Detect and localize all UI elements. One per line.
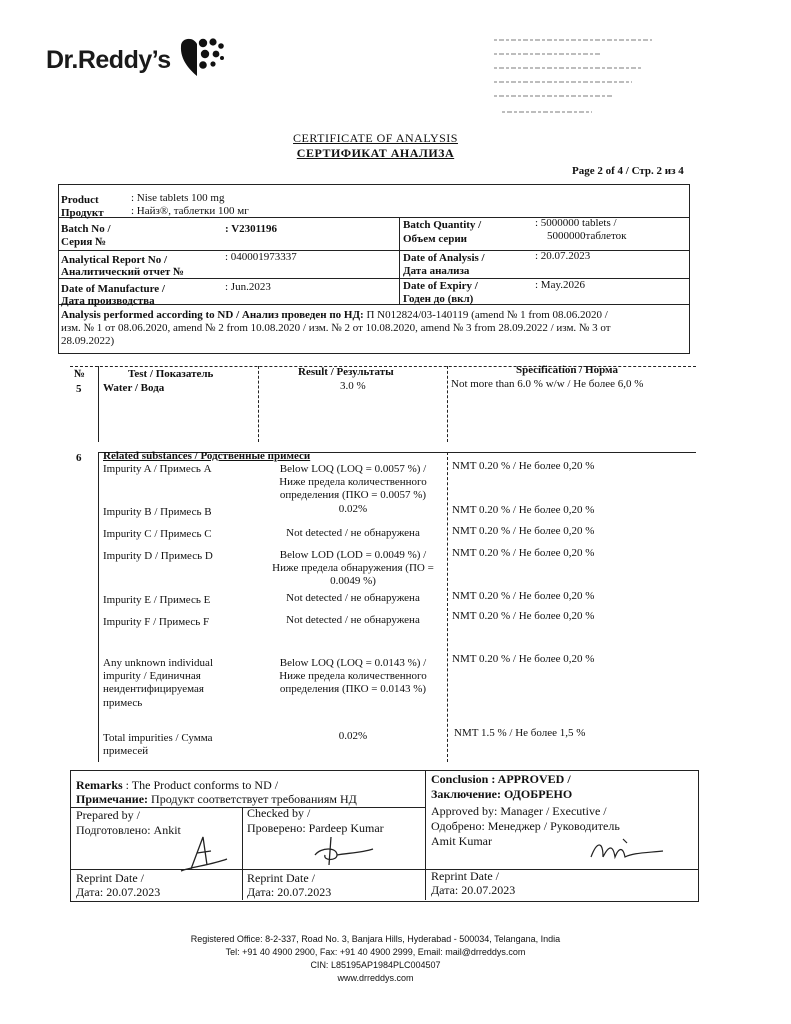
manufacture-value: : Jun.2023	[225, 281, 271, 293]
report-label-en: Analytical Report No /	[61, 254, 168, 266]
expiry-label-ru: Годен до (вкл)	[403, 293, 474, 305]
col-result-header: Result / Результаты	[298, 366, 394, 378]
title-english: CERTIFICATE OF ANALYSIS	[293, 131, 458, 145]
approved-signature-icon	[587, 835, 667, 865]
approved-by-label: Approved by: Manager / Executive /	[431, 804, 607, 818]
prepared-by-name: Подготовлено: Ankit	[76, 823, 181, 837]
remarks-line-ru	[76, 793, 357, 806]
analysis-nd-value: П N012824/03-140119 (amend № 1 from 08.06.2020 /	[363, 309, 608, 321]
header-table	[58, 184, 690, 354]
impurity-d-name: Impurity D / Примесь D	[103, 550, 213, 562]
impurity-a-name: Impurity A / Примесь A	[103, 463, 212, 475]
batch-no-value: : V2301196	[225, 223, 278, 235]
batch-qty-label-ru: Объем серии	[403, 233, 468, 245]
impurity-f-name: Impurity F / Примесь F	[103, 616, 210, 628]
impurity-c-result: Not detected / не обнаружена	[286, 527, 420, 539]
impurity-d-result-3: 0.0049 %)	[330, 575, 376, 587]
unknown-impurity-result-1: Below LOQ (LOQ = 0.0143 %) /	[279, 657, 427, 669]
related-test: Related substances / Родственные примеси	[103, 450, 311, 462]
unknown-impurity-name-3: неидентифицируемая	[103, 683, 204, 695]
impurity-c-name: Impurity C / Примесь C	[103, 528, 212, 540]
impurity-b-result: 0.02%	[338, 503, 368, 515]
col-no-header: №	[74, 368, 86, 380]
remarks-value-ru: Продукт соответствует требованиям НД	[148, 792, 357, 806]
total-impurities-name-1: Total impurities / Сумма	[103, 732, 213, 744]
footer-contact: Tel: +91 40 4900 2900, Fax: +91 40 4900 2999, Email: mail@drreddys.com	[225, 947, 526, 957]
conclusion-line-2: Заключение: ОДОБРЕНО	[431, 787, 573, 801]
report-value: : 040001973337	[225, 251, 297, 263]
related-no: 6	[76, 452, 82, 464]
batch-qty-value-1: : 5000000 tablets /	[535, 217, 617, 229]
batch-no-label-en: Batch No /	[61, 223, 111, 235]
approved-by-name: Amit Kumar	[431, 834, 492, 848]
conclusion-line-1: Conclusion : APPROVED /	[431, 772, 571, 786]
page-number: Page 2 of 4 / Стр. 2 из 4	[572, 165, 684, 177]
impurity-a-result-3: определения (ПКО = 0.0057 %)	[279, 489, 427, 501]
impurity-c-spec: NMT 0.20 % / Не более 0,20 %	[452, 525, 595, 537]
unknown-impurity-name-4: примесь	[103, 697, 143, 709]
water-spec: Not more than 6.0 % w/w / Не более 6,0 %	[451, 378, 644, 390]
impurity-f-spec: NMT 0.20 % / Не более 0,20 %	[452, 610, 595, 622]
report-label-ru: Аналитический отчет №	[61, 266, 185, 278]
reprint-3-date: Дата: 20.07.2023	[431, 883, 516, 897]
analysis-line-3: 28.09.2022)	[61, 335, 115, 347]
impurity-a-result-2: Ниже предела количественного	[279, 476, 427, 488]
manufacture-label-en: Date of Manufacture /	[61, 283, 165, 295]
footer-website: www.drreddys.com	[337, 973, 414, 983]
batch-qty-value-2: 5000000таблеток	[547, 230, 627, 242]
reprint-1-label: Reprint Date /	[76, 871, 144, 885]
product-label-ru: Продукт	[61, 207, 104, 219]
unknown-impurity-spec: NMT 0.20 % / Не более 0,20 %	[452, 653, 595, 665]
footer-address: Registered Office: 8-2-337, Road No. 3, Banjara Hills, Hyderabad - 500034, Telangana, India	[190, 934, 561, 944]
water-result: 3.0 %	[340, 380, 366, 392]
brand-logo-icon	[176, 36, 226, 82]
results-table	[70, 366, 696, 768]
checked-signature-icon	[307, 835, 377, 869]
brand-name: Dr.Reddy’s	[46, 46, 171, 74]
impurity-a-result-1: Below LOQ (LOQ = 0.0057 %) /	[279, 463, 427, 475]
product-value-ru: : Найз®, таблетки 100 мг	[131, 205, 249, 217]
reprint-2-date: Дата: 20.07.2023	[247, 885, 332, 899]
reprint-3-label: Reprint Date /	[431, 869, 499, 883]
analysis-line-2: изм. № 1 от 08.06.2020, amend № 2 from 10.08.2020 / изм. № 2 от 10.08.2020, amend № 3 from 28.09.2022 / изм. № 3 от	[61, 322, 611, 334]
reprint-1-date: Дата: 20.07.2023	[76, 885, 161, 899]
impurity-d-result-1: Below LOD (LOD = 0.0049 %) /	[279, 549, 427, 561]
impurity-b-name: Impurity B / Примесь B	[103, 506, 212, 518]
checked-by-name: Проверено: Pardeep Kumar	[247, 821, 384, 835]
analysis-date-label-ru: Дата анализа	[403, 265, 470, 277]
impurity-d-result-2: Ниже предела обнаружения (ПО =	[272, 562, 434, 574]
unknown-impurity-result-3: определения (ПКО = 0.0143 %)	[279, 683, 427, 695]
remarks-line-en	[76, 779, 278, 792]
total-impurities-name-2: примесей	[103, 745, 149, 757]
analysis-line-1	[61, 309, 608, 322]
unknown-impurity-name-2: impurity / Единичная	[103, 670, 201, 682]
checked-by-label: Checked by /	[247, 806, 311, 820]
total-impurities-result: 0.02%	[338, 730, 368, 742]
batch-no-label-ru: Серия №	[61, 236, 107, 248]
impurity-d-spec: NMT 0.20 % / Не более 0,20 %	[452, 547, 595, 559]
prepared-signature-icon	[171, 831, 231, 873]
faded-address-stamp	[492, 34, 662, 124]
title-russian: СЕРТИФИКАТ АНАЛИЗА	[296, 146, 455, 160]
impurity-b-spec: NMT 0.20 % / Не более 0,20 %	[452, 504, 595, 516]
col-test-header: Test / Показатель	[128, 368, 214, 380]
prepared-by-label: Prepared by /	[76, 808, 140, 822]
manufacture-label-ru: Дата производства	[61, 295, 155, 307]
remarks-label: Remarks	[76, 778, 123, 792]
impurity-e-name: Impurity E / Примесь E	[103, 594, 211, 606]
unknown-impurity-result-2: Ниже предела количественного	[279, 670, 427, 682]
unknown-impurity-name-1: Any unknown individual	[103, 657, 213, 669]
remarks-label-ru: Примечание:	[76, 792, 149, 806]
impurity-f-result: Not detected / не обнаружена	[286, 614, 420, 626]
batch-qty-label-en: Batch Quantity /	[403, 219, 482, 231]
analysis-date-value: : 20.07.2023	[535, 250, 591, 262]
reprint-2-label: Reprint Date /	[247, 871, 315, 885]
impurity-e-spec: NMT 0.20 % / Не более 0,20 %	[452, 590, 595, 602]
water-test: Water / Вода	[103, 382, 165, 394]
analysis-date-label-en: Date of Analysis /	[403, 252, 485, 264]
impurity-e-result: Not detected / не обнаружена	[286, 592, 420, 604]
expiry-value: : May.2026	[535, 279, 586, 291]
analysis-nd-label: Analysis performed according to ND / Анализ проведен по НД:	[61, 309, 364, 321]
col-spec-header: Specification / Норма	[516, 364, 618, 376]
water-no: 5	[76, 383, 82, 395]
product-label-en: Product	[61, 194, 99, 206]
total-impurities-spec: NMT 1.5 % / Не более 1,5 %	[454, 727, 586, 739]
expiry-label-en: Date of Expiry /	[403, 280, 478, 292]
product-value-en: : Nise tablets 100 mg	[131, 192, 225, 204]
footer-cin: CIN: L85195AP1984PLC004507	[310, 960, 441, 970]
impurity-a-spec: NMT 0.20 % / Не более 0,20 %	[452, 460, 595, 472]
remarks-table	[70, 770, 699, 902]
approved-by-role: Одобрено: Менеджер / Руководитель	[431, 819, 620, 833]
remarks-value: : The Product conforms to ND /	[122, 778, 279, 792]
